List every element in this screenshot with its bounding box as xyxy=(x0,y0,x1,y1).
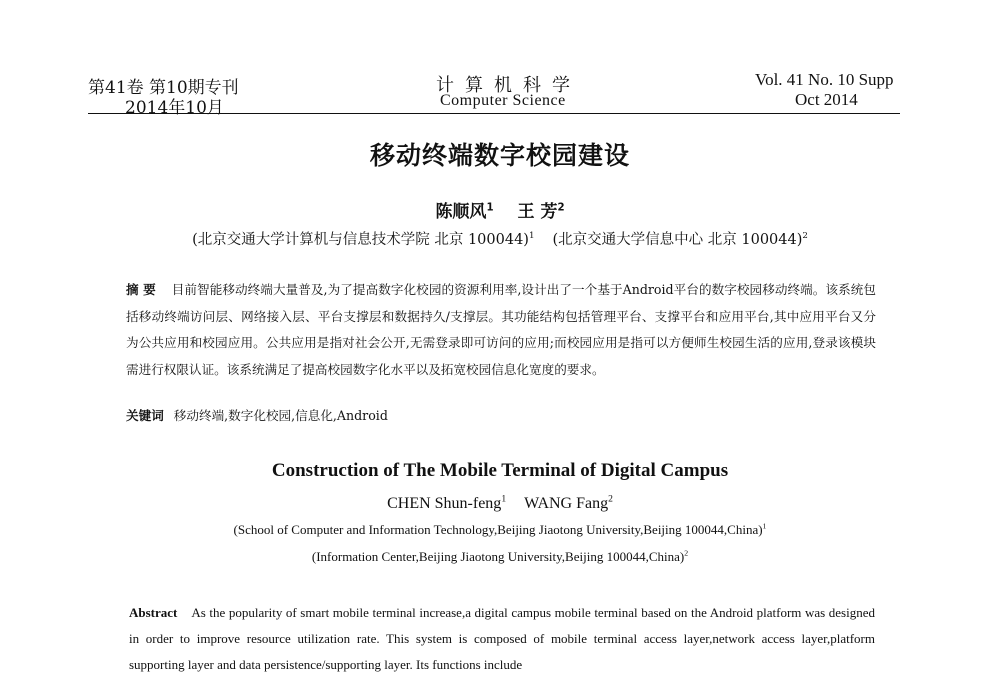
author-affiliation-mark: 1 xyxy=(486,202,494,214)
affiliation-text: (北京交通大学信息中心 北京 100044) xyxy=(552,232,803,248)
abstract-en xyxy=(129,600,875,678)
keywords-cn xyxy=(126,405,876,424)
abstract-label-en: Abstract xyxy=(129,605,178,620)
author-name: 王 芳 xyxy=(517,202,558,222)
author-affiliation-mark: 2 xyxy=(608,493,613,505)
journal-date-cn: 2014年10月 xyxy=(125,98,224,118)
affiliation-mark: 1 xyxy=(762,521,767,531)
paper-title-en: Construction of The Mobile Terminal of Digital Campus xyxy=(271,460,729,481)
affiliation-mark: 2 xyxy=(802,231,808,242)
affiliation-text: (Information Center,Beijing Jiaotong University,Beijing 100044,China) xyxy=(311,549,685,564)
abstract-cn xyxy=(126,277,876,383)
affiliation-en-2 xyxy=(0,549,1000,565)
abstract-text-cn: 目前智能移动终端大量普及,为了提高数字化校园的资源利用率,设计出了一个基于Android平台的数字校园移动终端。该系统包括移动终端访问层、网络接入层、平台支撑层和数据持久/支撑层。其功能结构包括管理平台、支撑平台和应用平台,其中应用平台又分为公共应用和校园应用。公共应用是指对社会公开,无需登录即可访问的应用;而校园应用是指可以方便师生校园生活的应用,登录该模块需进行权限认证。该系统满足了提高校园数字化水平以及拓宽校园信息化宽度的要求。 xyxy=(126,282,876,377)
author-affiliation-mark: 2 xyxy=(557,202,565,214)
journal-name-cn: 计算机科学 xyxy=(436,75,581,96)
abstract-text-en: As the popularity of smart mobile terminal increase,a digital campus mobile terminal based on the Android platform was designed in order to improve resource utilization rate. This system is composed of mobile terminal access layer,network access layer,platform supporting layer and data persistence/supporting layer. Its functions include xyxy=(129,605,875,672)
journal-volume-issue: 第41卷 第10期专刊 xyxy=(88,78,239,98)
affiliation-mark: 1 xyxy=(528,231,535,242)
affiliations-cn xyxy=(0,228,1000,249)
affiliation-en-1 xyxy=(0,522,1000,538)
keywords-label-cn: 关键词 xyxy=(126,408,164,423)
abstract-label-cn: 摘 要 xyxy=(126,282,156,297)
author-name: CHEN Shun-feng xyxy=(387,495,502,512)
journal-date-en: Oct 2014 xyxy=(795,90,858,109)
author-name: 陈顺风 xyxy=(435,202,487,222)
header-rule xyxy=(88,113,900,114)
journal-name-en: Computer Science xyxy=(440,92,566,109)
authors-en xyxy=(0,495,1000,513)
author-name: WANG Fang xyxy=(524,495,609,512)
affiliation-text: (School of Computer and Information Technology,Beijing Jiaotong University,Beijing 100044,China) xyxy=(233,522,763,537)
paper-title-cn: 移动终端数字校园建设 xyxy=(369,141,630,170)
author-affiliation-mark: 1 xyxy=(501,493,507,505)
authors-cn xyxy=(0,197,1000,222)
affiliation-mark: 2 xyxy=(684,548,689,558)
keywords-text-cn: 移动终端,数字化校园,信息化,Android xyxy=(173,408,388,423)
journal-volume-en: Vol. 41 No. 10 Supp xyxy=(755,70,894,89)
affiliation-text: (北京交通大学计算机与信息技术学院 北京 100044) xyxy=(192,232,529,248)
